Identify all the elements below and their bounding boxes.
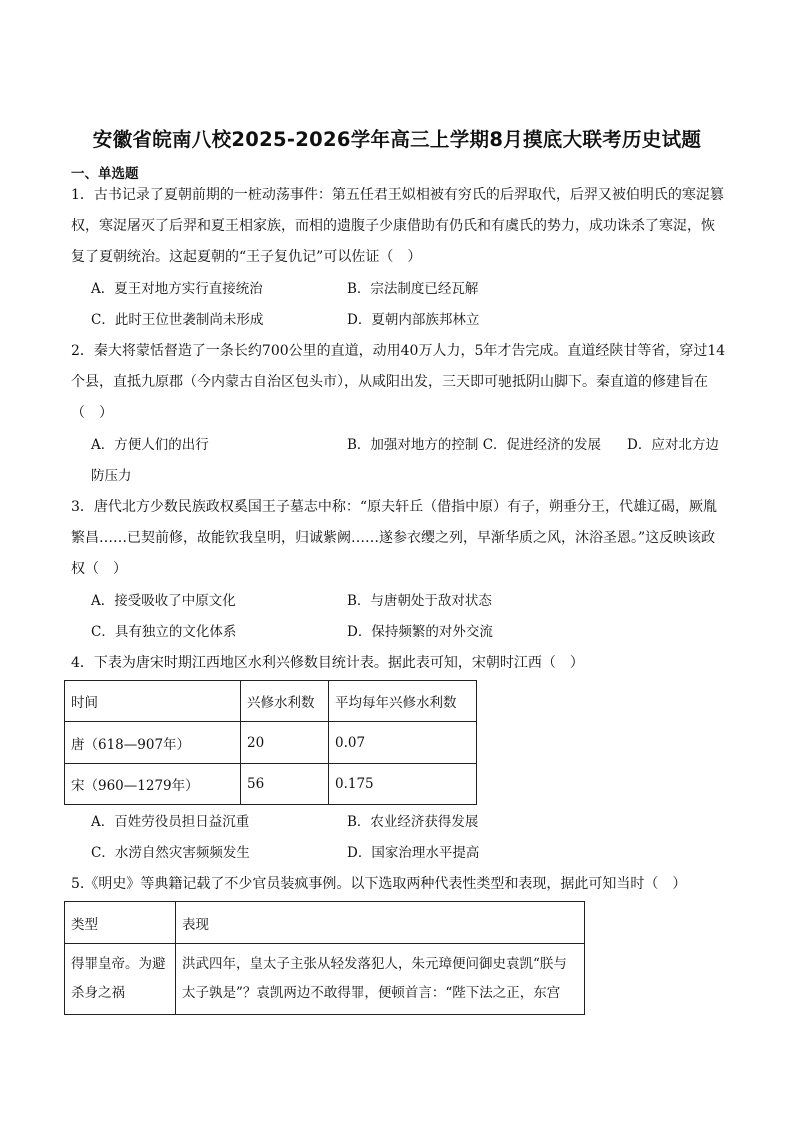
row-desc-line-1: 洪武四年，皇太子主张从轻发落犯人，朱元璋便问御史袁凯“朕与 [182,956,567,972]
question-4-option-a: A．百姓劳役员担日益沉重 [91,814,250,830]
table-header-cell: 兴修水利数 [241,681,329,722]
question-3-option-c: C．具有独立的文化体系 [91,624,237,640]
row-desc-line-2: 太子孰是”？袁凯两边不敢得罪，便顿首言：“陛下法之正，东宫 [182,985,561,1001]
question-2-line-2: 个县，直抵九原郡（今内蒙古自治区包头市），从咸阳出发，三天即可驰抵阴山脚下。秦直道的修建旨在 [71,374,708,390]
page-title: 安徽省皖南八校2025-2026学年高三上学期8月摸底大联考历史试题 [92,128,702,151]
question-2-option-d-cont: 防压力 [91,468,132,484]
table-row [65,764,477,805]
table-cell: 56 [241,764,329,805]
question-2-option-a: A．方便人们的出行 [91,437,209,453]
table-row [65,722,477,764]
table-header-cell: 表现 [176,902,585,944]
table-cell: 宋（960—1279年） [65,764,241,805]
question-2-line-3: （ ） [71,405,113,421]
question-1-option-a: A．夏王对地方实行直接统治 [91,281,263,297]
table-header-cell: 类型 [65,902,176,944]
question-3-option-a: A．接受吸收了中原文化 [91,593,236,609]
question-3-option-b: B．与唐朝处于敌对状态 [347,593,492,609]
question-3-line-3: 权（ ） [71,561,127,577]
table-header-row [65,681,477,722]
question-5-table [64,901,585,1015]
table-cell [65,944,176,1015]
question-2-line-1: 2．秦大将蒙恬督造了一条长约700公里的直道，动用40万人力，5年才告完成。直道经陕甘等省，穿过14 [71,343,726,359]
question-4-option-d: D．国家治理水平提高 [347,845,480,861]
question-1-option-c: C．此时王位世袭制尚未形成 [91,312,264,328]
question-4-option-c: C．水涝自然灾害频频发生 [91,845,250,861]
question-3-line-1: 3．唐代北方少数民族政权奚国王子墓志中称：“原夫轩丘（借指中原）有子，朔垂分王，代雄辽碣，厥胤 [71,499,718,515]
question-1-line-3: 复了夏朝统治。这起夏朝的“王子复仇记”可以佐证（ ） [71,249,422,265]
table-header-cell: 平均每年兴修水利数 [329,681,477,722]
table-header-cell: 时间 [65,681,241,722]
table-cell: 0.07 [329,722,477,764]
row-type-line-1: 得罪皇帝。为避 [71,956,166,972]
table-header-row [65,902,585,944]
question-2-option-d: D．应对北方边 [627,437,719,453]
question-3-line-2: 繁昌……已契前修，故能钦我皇明，归诚紫阙……遂参衣缨之列，早渐华质之风，沐浴圣恩。”这反映该政 [71,530,716,546]
question-5-stem: 5.《明史》等典籍记载了不少官员装疯事例。以下选取两种代表性类型和表现，据此可知当时（ ） [71,876,687,892]
table-cell: 20 [241,722,329,764]
table-cell: 唐（618—907年） [65,722,241,764]
section-heading: 一、单选题 [71,166,139,182]
question-1-option-b: B．宗法制度已经瓦解 [347,281,479,297]
table-cell [176,944,585,1015]
table-row [65,944,585,1015]
question-4-stem: 4．下表为唐宋时期江西地区水利兴修数目统计表。据此表可知，宋朝时江西（ ） [71,655,584,671]
question-1-line-1: 1．古书记录了夏朝前期的一桩动荡事件：第五任君王姒相被有穷氏的后羿取代，后羿又被伯明氏的寒浞篡 [71,187,724,203]
question-1-line-2: 权，寒浞屠灭了后羿和夏王相家族，而相的遗腹子少康借助有仍氏和有虞氏的势力，成功诛杀了寒浞，恢 [71,218,715,234]
question-2-option-bc: B．加强对地方的控制 C．促进经济的发展 [347,437,602,453]
question-3-option-d: D．保持频繁的对外交流 [347,624,493,640]
question-4-table [64,680,477,805]
question-4-option-b: B．农业经济获得发展 [347,814,479,830]
table-cell: 0.175 [329,764,477,805]
question-1-option-d: D．夏朝内部族邦林立 [347,312,480,328]
row-type-line-2: 杀身之祸 [71,985,125,1001]
